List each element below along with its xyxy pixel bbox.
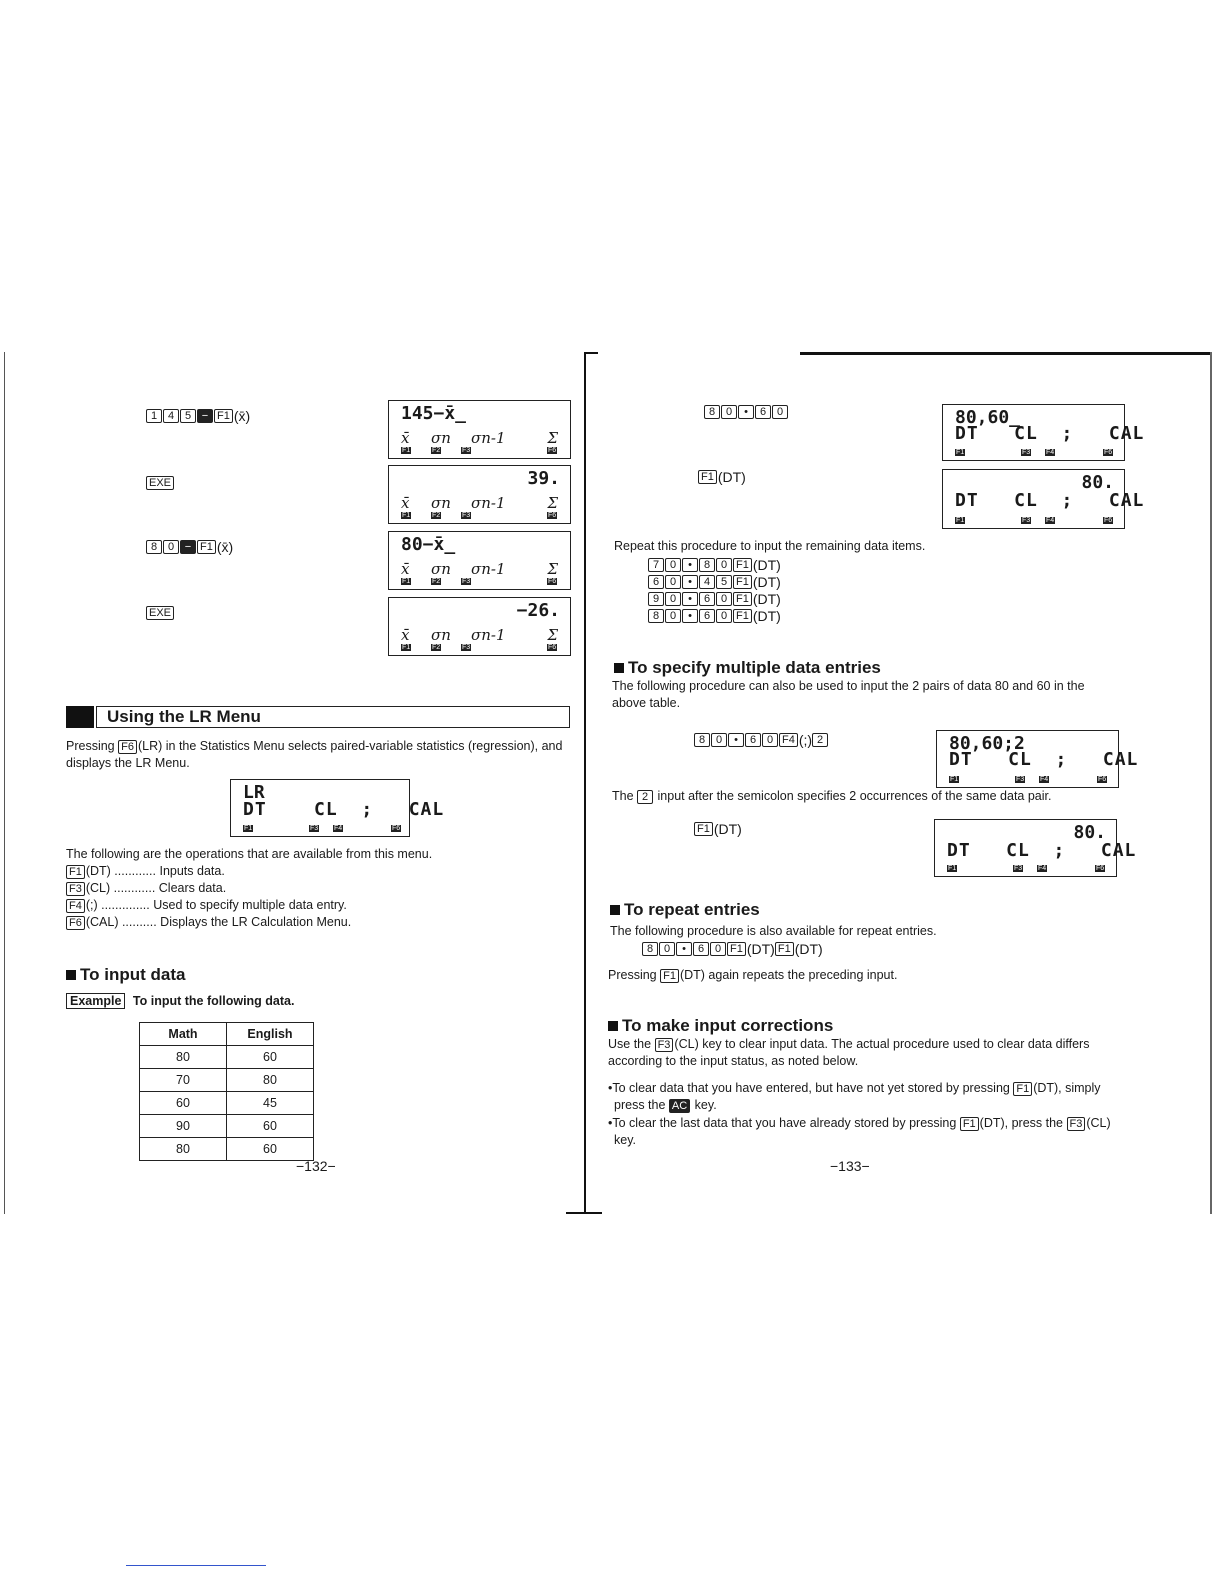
fkey-marker-f6: F6 xyxy=(1098,776,1107,783)
intro-post: (LR) in the Statistics Menu selects paired-variable statistics (regression), and xyxy=(137,739,563,753)
repeat-entries-text: The following procedure is also available for repeat entries. xyxy=(610,924,937,938)
stat-func-label: σn xyxy=(431,429,451,447)
fkey-marker-f6: F6 xyxy=(548,447,557,454)
multi-heading xyxy=(614,658,881,678)
the-pre: The xyxy=(612,789,634,803)
key-: • xyxy=(682,575,698,589)
step-2-keys xyxy=(146,474,175,491)
fkey-marker-f6: F6 xyxy=(1104,517,1113,524)
key-0: 0 xyxy=(762,733,778,747)
stat-func-label: σn xyxy=(431,494,451,512)
fkey-marker-f6: F6 xyxy=(548,644,557,651)
corrections-text xyxy=(608,1036,1128,1070)
key-0: 0 xyxy=(721,405,737,419)
op-label: (;) .............. xyxy=(85,898,150,912)
op-label: (CAL) .......... xyxy=(85,915,157,929)
display-line1: 80−x̄_ xyxy=(401,534,456,555)
step-3-keys xyxy=(146,538,233,555)
repeat-seq-2 xyxy=(648,573,781,590)
key-6: 6 xyxy=(699,609,715,623)
op-cl xyxy=(66,880,351,897)
r-step3-keys xyxy=(694,820,742,837)
col-english: English xyxy=(227,1023,314,1046)
key-6: 6 xyxy=(699,592,715,606)
repeat-heading xyxy=(610,900,760,920)
fkey-marker-f1: F1 xyxy=(402,578,411,585)
f1-key: F1 xyxy=(660,969,679,983)
key-suffix: (x̄) xyxy=(233,408,251,425)
lr-menu-display xyxy=(230,779,445,837)
stat-func-label: σn-1 xyxy=(471,626,506,644)
f1-key: F1 xyxy=(775,942,794,956)
lr-menu-line: DT CL ; CAL xyxy=(243,799,445,820)
bullet1-line2-post: key. xyxy=(694,1098,717,1112)
f3-key: F3 xyxy=(1067,1117,1086,1131)
right-page xyxy=(600,0,1224,1584)
op-desc: Used to specify multiple data entry. xyxy=(153,898,347,912)
fkey-marker-f3: F3 xyxy=(462,578,471,585)
key-4: 4 xyxy=(163,409,179,423)
bullet-2 xyxy=(608,1115,1128,1149)
key-suffix: (DT) xyxy=(752,591,781,608)
example-text: To input the following data. xyxy=(132,994,295,1008)
stat-func-label: Σ xyxy=(547,494,558,512)
key-f1: F1 xyxy=(733,558,752,572)
fkey-marker-f3: F3 xyxy=(462,447,471,454)
display-line1: 145−x̄_ xyxy=(401,403,467,424)
table-row xyxy=(140,1046,314,1069)
ac-key: AC xyxy=(669,1099,690,1113)
display-80-60-2 xyxy=(936,730,1139,788)
corrections-heading xyxy=(608,1016,833,1036)
bullet2-post: (CL) xyxy=(1086,1116,1111,1130)
bullet1-line2-pre: press the xyxy=(614,1098,666,1112)
fkey-marker-f1: F1 xyxy=(956,517,965,524)
fkey-marker-f4: F4 xyxy=(334,825,343,832)
lr-label: LR xyxy=(243,782,265,803)
pressing-post: (DT) again repeats the preceding input. xyxy=(679,968,898,982)
heading-text: To make input corrections xyxy=(622,1016,834,1035)
display-result: 80. xyxy=(1081,472,1114,493)
heading-text: To repeat entries xyxy=(624,900,760,919)
heading-text: To specify multiple data entries xyxy=(628,658,881,677)
key-0: 0 xyxy=(716,609,732,623)
display-result: 39. xyxy=(527,468,560,489)
op-cal xyxy=(66,914,351,931)
cell: 80 xyxy=(140,1046,227,1069)
fkey-marker-f6: F6 xyxy=(548,578,557,585)
key-6: 6 xyxy=(755,405,771,419)
f6-key: F6 xyxy=(66,916,85,930)
key-suffix: (x̄) xyxy=(216,539,234,556)
display-menu-line: DT CL ; CAL xyxy=(955,490,1145,511)
key-: • xyxy=(682,592,698,606)
display-line1: 80,60;2 xyxy=(949,733,1025,754)
display-80-minus-xbar xyxy=(388,531,571,590)
key-2: 2 xyxy=(812,733,828,747)
cell: 80 xyxy=(140,1138,227,1161)
example-line xyxy=(66,994,294,1008)
key-0: 0 xyxy=(665,558,681,572)
keys xyxy=(642,940,747,957)
table-row xyxy=(140,1115,314,1138)
display-menu-line: DT CL ; CAL xyxy=(955,423,1145,444)
ops-list xyxy=(66,863,351,931)
f3-key: F3 xyxy=(655,1038,674,1052)
heading-text: To input data xyxy=(80,965,186,984)
fkey-marker-f1: F1 xyxy=(244,825,253,832)
section-header xyxy=(66,706,570,728)
op-dt xyxy=(66,863,351,880)
intro-line2: displays the LR Menu. xyxy=(66,756,190,770)
stat-func-label: Σ xyxy=(547,626,558,644)
repeat-procedure-text: Repeat this procedure to input the remaining data items. xyxy=(614,539,926,553)
key-: • xyxy=(738,405,754,419)
fkey-marker-f2: F2 xyxy=(432,644,441,651)
key-0: 0 xyxy=(710,942,726,956)
key-0: 0 xyxy=(716,558,732,572)
left-margin-line xyxy=(4,352,5,1214)
table-row xyxy=(140,1092,314,1115)
multi-text-line1: The following procedure can also be used to input the 2 pairs of data 80 and 60 in the xyxy=(612,679,1085,693)
bullet-1 xyxy=(608,1080,1128,1114)
step-4-keys xyxy=(146,604,175,621)
fkey-marker-f1: F1 xyxy=(956,449,965,456)
bullet2-line2: key. xyxy=(614,1133,636,1147)
fkey-marker-f6: F6 xyxy=(548,512,557,519)
fkey-marker-f4: F4 xyxy=(1038,865,1047,872)
key-8: 8 xyxy=(694,733,710,747)
right-top-rule xyxy=(800,352,1212,355)
col-math: Math xyxy=(140,1023,227,1046)
fkey-marker-f1: F1 xyxy=(948,865,957,872)
ops-intro: The following are the operations that are available from this menu. xyxy=(66,847,433,861)
key-f1: F1 xyxy=(727,942,746,956)
the-post: input after the semicolon specifies 2 occurrences of the same data pair. xyxy=(657,789,1052,803)
fkey-marker-f3: F3 xyxy=(462,644,471,651)
key-f1: F1 xyxy=(733,592,752,606)
op-label: (CL) ............ xyxy=(85,881,156,895)
display-minus-26 xyxy=(388,597,571,656)
display-menu-line: DT CL ; CAL xyxy=(949,749,1139,770)
spine-top-tick xyxy=(584,352,598,354)
stat-func-label: σn-1 xyxy=(471,494,506,512)
fkey-marker-f1: F1 xyxy=(402,512,411,519)
key-6: 6 xyxy=(745,733,761,747)
f1-key: F1 xyxy=(66,865,85,879)
fkey-marker-f2: F2 xyxy=(432,447,441,454)
stat-func-label: σn-1 xyxy=(471,560,506,578)
intro-paragraph xyxy=(66,738,586,772)
cell: 45 xyxy=(227,1092,314,1115)
page-number-right: −133− xyxy=(830,1158,870,1174)
heading-bullet xyxy=(608,1021,618,1031)
display-80-stored xyxy=(942,469,1145,529)
bullet2-mid: (DT), press the xyxy=(979,1116,1064,1130)
input-data-heading xyxy=(66,965,185,985)
right-edge-line xyxy=(1210,352,1212,1214)
key-: • xyxy=(676,942,692,956)
table-header-row xyxy=(140,1023,314,1046)
corr-pre: Use the xyxy=(608,1037,652,1051)
op-desc: Inputs data. xyxy=(159,864,225,878)
section-marker xyxy=(66,706,94,728)
pressing-pre: Pressing xyxy=(608,968,657,982)
display-line1: 80,60_ xyxy=(955,407,1021,428)
suffix: (DT) xyxy=(794,941,823,958)
stat-func-label: x̄ xyxy=(401,560,410,578)
key-f1: F1 xyxy=(733,575,752,589)
op-label: (DT) ............ xyxy=(85,864,156,878)
key-0: 0 xyxy=(665,592,681,606)
key-5: 5 xyxy=(716,575,732,589)
cell: 60 xyxy=(227,1138,314,1161)
display-80-repeat xyxy=(934,819,1137,877)
stat-func-label: σn-1 xyxy=(471,429,506,447)
step-1-keys xyxy=(146,407,250,424)
key-exe: EXE xyxy=(146,606,174,620)
repeat-seq-4 xyxy=(648,607,781,624)
suffix: (DT) xyxy=(717,469,746,486)
repeat-seq-3 xyxy=(648,590,781,607)
corr-post: (CL) key to clear input data. The actual procedure used to clear data differs xyxy=(674,1037,1090,1051)
spine-bottom-tick xyxy=(566,1212,602,1214)
suffix: (DT) xyxy=(713,821,742,838)
key-f1: F1 xyxy=(733,609,752,623)
cell: 80 xyxy=(227,1069,314,1092)
bullet2-pre: •To clear the last data that you have already stored by pressing xyxy=(608,1116,957,1130)
table-row xyxy=(140,1069,314,1092)
cell: 60 xyxy=(140,1092,227,1115)
key-exe: EXE xyxy=(146,476,174,490)
key-0: 0 xyxy=(716,592,732,606)
section-title-box xyxy=(96,706,570,728)
cell: 70 xyxy=(140,1069,227,1092)
suffix: (DT) xyxy=(746,941,775,958)
stat-func-label: Σ xyxy=(547,429,558,447)
key-5: 5 xyxy=(180,409,196,423)
multi-text xyxy=(612,678,1122,712)
intro-pre: Pressing xyxy=(66,739,115,753)
key-0: 0 xyxy=(711,733,727,747)
stat-func-label: Σ xyxy=(547,560,558,578)
key-7: 7 xyxy=(648,558,664,572)
section-title: Using the LR Menu xyxy=(107,707,261,726)
cell: 60 xyxy=(227,1046,314,1069)
example-label: Example xyxy=(66,993,125,1009)
data-table xyxy=(139,1022,314,1161)
key-2: 2 xyxy=(637,790,653,804)
fkey-marker-f3: F3 xyxy=(1014,865,1023,872)
pressing-again-text xyxy=(608,967,897,984)
key-: • xyxy=(682,558,698,572)
stat-func-label: σn xyxy=(431,560,451,578)
key-suffix: (DT) xyxy=(752,557,781,574)
key-0: 0 xyxy=(163,540,179,554)
fkey-marker-f1: F1 xyxy=(402,447,411,454)
keys xyxy=(698,468,718,485)
fkey-marker-f6: F6 xyxy=(392,825,401,832)
book-spine xyxy=(584,352,586,1214)
display-result: −26. xyxy=(516,600,560,621)
key-1: 1 xyxy=(146,409,162,423)
key-f1: F1 xyxy=(214,409,233,423)
heading-bullet xyxy=(66,970,76,980)
bullet1-post: (DT), simply xyxy=(1033,1081,1101,1095)
key-0: 0 xyxy=(659,942,675,956)
key-0: 0 xyxy=(772,405,788,419)
repeat-entries-keys xyxy=(642,940,823,957)
key-8: 8 xyxy=(704,405,720,419)
key-: − xyxy=(180,540,196,554)
key-: • xyxy=(728,733,744,747)
fkey-marker-f4: F4 xyxy=(1046,449,1055,456)
f4-key: F4 xyxy=(66,899,85,913)
fkey-marker-f3: F3 xyxy=(462,512,471,519)
keys xyxy=(694,820,714,837)
key-4: 4 xyxy=(699,575,715,589)
f1-key: F1 xyxy=(1013,1082,1032,1096)
fkey-marker-f3: F3 xyxy=(1016,776,1025,783)
key-: • xyxy=(682,609,698,623)
key-8: 8 xyxy=(642,942,658,956)
fkey-marker-f1: F1 xyxy=(950,776,959,783)
key-f1: F1 xyxy=(698,470,717,484)
fkey-marker-f1: F1 xyxy=(402,644,411,651)
fkey-marker-f4: F4 xyxy=(1040,776,1049,783)
op-semicolon xyxy=(66,897,351,914)
corr-line2: according to the input status, as noted below. xyxy=(608,1054,859,1068)
table-row xyxy=(140,1138,314,1161)
cell: 90 xyxy=(140,1115,227,1138)
stat-func-label: x̄ xyxy=(401,494,410,512)
display-menu-line: DT CL ; CAL xyxy=(947,840,1137,861)
page-number-left: −132− xyxy=(296,1158,336,1174)
key-f1: F1 xyxy=(694,822,713,836)
key-suffix: (DT) xyxy=(752,608,781,625)
semicolon-explanation xyxy=(612,788,1051,805)
fkey-marker-f3: F3 xyxy=(1022,449,1031,456)
key-8: 8 xyxy=(146,540,162,554)
key-f1: F1 xyxy=(197,540,216,554)
op-desc: Displays the LR Calculation Menu. xyxy=(160,915,352,929)
key-0: 0 xyxy=(665,575,681,589)
multi-keys xyxy=(694,731,829,748)
key-0: 0 xyxy=(665,609,681,623)
left-page xyxy=(0,0,600,1584)
key-: − xyxy=(197,409,213,423)
fkey-marker-f3: F3 xyxy=(1022,517,1031,524)
heading-bullet xyxy=(614,663,624,673)
op-desc: Clears data. xyxy=(158,881,227,895)
stat-func-label: σn xyxy=(431,626,451,644)
f6-key: F6 xyxy=(118,740,137,754)
repeat-seq-1 xyxy=(648,556,781,573)
f1-key: F1 xyxy=(960,1117,979,1131)
fkey-marker-f2: F2 xyxy=(432,512,441,519)
fkey-marker-f6: F6 xyxy=(1104,449,1113,456)
suffix: (;) xyxy=(798,732,813,749)
f3-key: F3 xyxy=(66,882,85,896)
heading-bullet xyxy=(610,905,620,915)
multi-text-line2: above table. xyxy=(612,696,681,710)
fkey-marker-f2: F2 xyxy=(432,578,441,585)
keys xyxy=(694,731,799,748)
key-9: 9 xyxy=(648,592,664,606)
key-6: 6 xyxy=(693,942,709,956)
key-6: 6 xyxy=(648,575,664,589)
display-result: 80. xyxy=(1073,822,1106,843)
stat-func-label: x̄ xyxy=(401,626,410,644)
display-39 xyxy=(388,465,571,524)
key-8: 8 xyxy=(648,609,664,623)
display-145-minus-xbar xyxy=(388,400,571,459)
fkey-marker-f4: F4 xyxy=(1046,517,1055,524)
stat-func-label: x̄ xyxy=(401,429,410,447)
r-step2-keys xyxy=(698,468,746,485)
bottom-link-line xyxy=(126,1565,266,1566)
key-8: 8 xyxy=(699,558,715,572)
fkey-marker-f3: F3 xyxy=(310,825,319,832)
key-f4: F4 xyxy=(779,733,798,747)
cell: 60 xyxy=(227,1115,314,1138)
display-80-60 xyxy=(942,404,1145,461)
key-suffix: (DT) xyxy=(752,574,781,591)
bullet1-pre: •To clear data that you have entered, but have not yet stored by pressing xyxy=(608,1081,1010,1095)
fkey-marker-f6: F6 xyxy=(1096,865,1105,872)
r-step1-keys xyxy=(704,403,789,420)
